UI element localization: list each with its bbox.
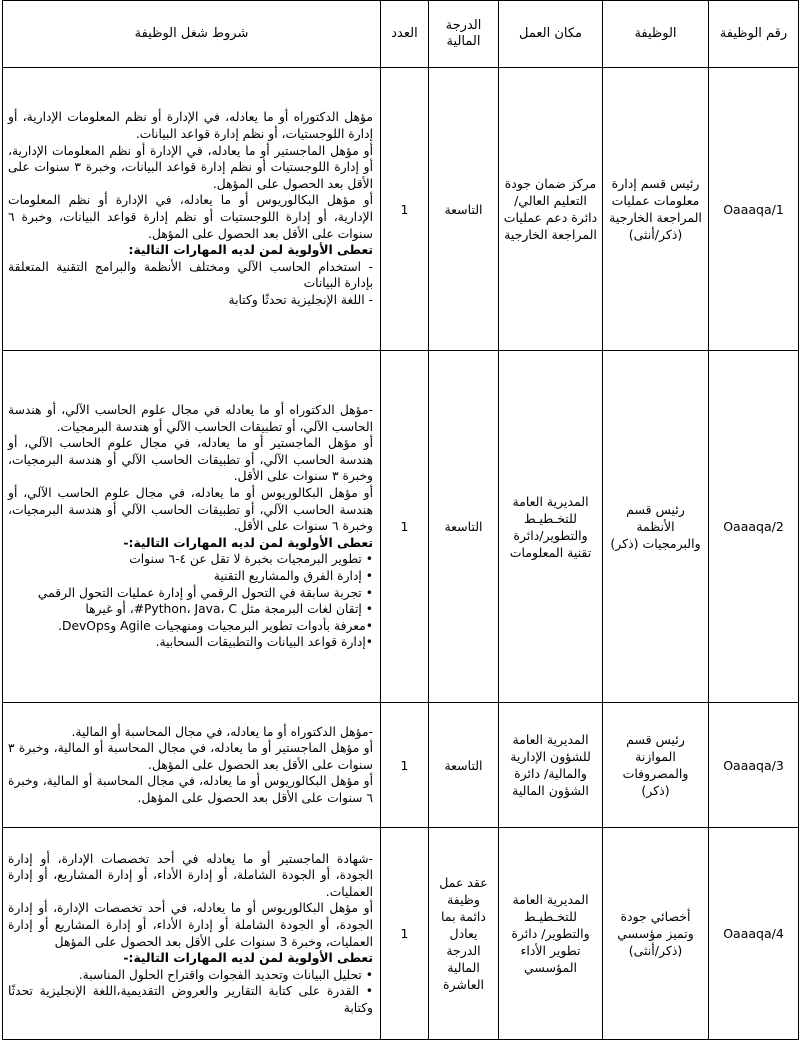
job-title-cell: رئيس قسم الموازنة والمصروفات (ذكر) — [603, 703, 709, 828]
requirement-paragraph: أو مؤهل البكالوريوس أو ما يعادله، في مجال علوم الحاسب الآلي، أو هندسة الحاسب الآلي، أو تطبيقات الحاسب الآلي أو هندسة البرمجيات، وخبرة ٦ سنوات على الأقل. — [8, 486, 373, 534]
header-job-title: الوظيفة — [603, 1, 709, 68]
skill-item: • تجربة سابقة في التحول الرقمي أو إدارة عمليات التحول الرقمي — [37, 585, 373, 600]
grade-cell: التاسعة — [429, 68, 499, 351]
header-row — [3, 1, 799, 68]
skill-item: - استخدام الحاسب الآلي ومختلف الأنظمة والبرامج التقنية المتعلقة بإدارة البيانات — [8, 259, 373, 291]
requirements-cell — [3, 828, 381, 1040]
count-cell: 1 — [381, 703, 429, 828]
priority-title: تعطى الأولوية لمن لديه المهارات التالية:- — [123, 951, 373, 966]
skill-item: •معرفة بأدوات تطوير البرمجيات ومنهجيات Agile وDevOps. — [58, 618, 373, 633]
table-row — [3, 351, 799, 703]
location-cell: المديرية العامة للتخـطيـط والتطوير/دائرة تقنية المعلومات — [499, 351, 603, 703]
job-title-cell: أخصائي جودة وتميز مؤسسي (ذكر/أنثى) — [603, 828, 709, 1040]
skill-item: • تطوير البرمجيات بخبرة لا تقل عن ٤-٦ سنوات — [129, 552, 373, 567]
location-cell: مركز ضمان جودة التعليم العالي/ دائرة دعم عمليات المراجعة الخارجية — [499, 68, 603, 351]
table-row — [3, 703, 799, 828]
job-no-cell: Oaaaqa/2 — [709, 351, 799, 703]
requirements-cell — [3, 703, 381, 828]
grade-cell: التاسعة — [429, 351, 499, 703]
requirement-paragraph: -مؤهل الدكتوراه أو ما يعادله في مجال علوم الحاسب الآلي، أو هندسة الحاسب الآلي، أو تطبيقات الحاسب الآلي أو هندسة البرمجيات. — [8, 403, 373, 434]
job-no-cell: Oaaaqa/1 — [709, 68, 799, 351]
grade-cell: التاسعة — [429, 703, 499, 828]
requirement-paragraph: أو مؤهل البكالوريوس أو ما يعادله، في مجال المحاسبة أو المالية، وخبرة ٦ سنوات على الأقل بعد الحصول على المؤهل. — [8, 774, 373, 805]
location-cell: المديرية العامة للشؤون الإدارية والمالية/ دائرة الشؤون المالية — [499, 703, 603, 828]
header-grade: الدرجة المالية — [429, 1, 499, 68]
requirement-paragraph: أو مؤهل الماجستير أو ما يعادله، في مجال علوم الحاسب الآلي، أو هندسة الحاسب الآلي، أو تطبيقات الحاسب الآلي أو هندسة البرمجيات، وخبرة ٣ سنوات على الأقل. — [8, 436, 373, 484]
skill-item: •إدارة قواعد البيانات والتطبيقات السحابية. — [155, 635, 373, 650]
job-title-cell: رئيس قسم إدارة معلومات عمليات المراجعة الخارجية (ذكر/أنثى) — [603, 68, 709, 351]
job-no-cell: Oaaaqa/4 — [709, 828, 799, 1040]
grade-cell: عقد عمل وظيفة دائمة بما يعادل الدرجة المالية العاشرة — [429, 828, 499, 1040]
job-title-cell: رئيس قسم الأنظمة والبرمجيات (ذكر) — [603, 351, 709, 703]
header-job-no: رقم الوظيفة — [709, 1, 799, 68]
priority-title: تعطى الأولوية لمن لديه المهارات التالية:- — [123, 535, 373, 550]
jobs-table — [2, 0, 799, 1040]
skill-item: • تحليل البيانات وتحديد الفجوات واقتراح الحلول المناسبة. — [78, 967, 373, 982]
requirement-paragraph: -مؤهل الدكتوراه أو ما يعادله، في مجال المحاسبة أو المالية. — [71, 724, 373, 739]
skill-item: - اللغة الإنجليزية تحدثًا وكتابة — [228, 292, 373, 307]
header-requirements: شروط شغل الوظيفة — [3, 1, 381, 68]
header-count: العدد — [381, 1, 429, 68]
requirement-paragraph: مؤهل الدكتوراه أو ما يعادله، في الإدارة أو نظم المعلومات الإدارية، أو إدارة اللوجستيات، أو نظم إدارة قواعد البيانات. — [8, 110, 373, 142]
requirement-paragraph: -شهادة الماجستير أو ما يعادله في أحد تخصصات الإدارة، أو إدارة الجودة، أو الجودة الشاملة، أو إدارة الأداء، أو إدارة المشاريع، أو إدارة العمليات. — [8, 851, 373, 899]
requirement-paragraph: أو مؤهل الماجستير أو ما يعادله، في الإدارة أو نظم المعلومات الإدارية، أو إدارة اللوجستيات أو نظم إدارة قواعد البيانات، وخبرة ٣ سنوات على الأقل بعد الحصول على المؤهل. — [8, 143, 373, 191]
skill-item: • إتقان لغات البرمجة مثل Python، Java، C#، أو غيرها — [85, 602, 373, 617]
skill-item: • القدرة على كتابة التقارير والعروض التقديمية،اللغة الإنجليزية تحدثًا وكتابة — [8, 984, 373, 1015]
table-row — [3, 828, 799, 1040]
header-location: مكان العمل — [499, 1, 603, 68]
count-cell: 1 — [381, 351, 429, 703]
table-row — [3, 68, 799, 351]
skill-item: • إدارة الفرق والمشاريع التقنية — [213, 568, 373, 583]
job-no-cell: Oaaaqa/3 — [709, 703, 799, 828]
requirement-paragraph: أو مؤهل البكالوريوس أو ما يعادله، في أحد تخصصات الإدارة، أو إدارة الجودة، أو الجودة الشاملة أو إدارة الأداء، أو إدارة المشاريع أو إدارة العمليات، وخبرة 3 سنوات على الأقل بعد الحصول على المؤهل — [8, 901, 373, 949]
count-cell: 1 — [381, 68, 429, 351]
priority-title: تعطى الأولوية لمن لديه المهارات التالية: — [128, 243, 373, 258]
count-cell: 1 — [381, 828, 429, 1040]
requirement-paragraph: أو مؤهل البكالوريوس أو ما يعادله، في الإدارة أو نظم المعلومات الإدارية، أو إدارة اللوجستيات أو نظم إدارة قواعد البيانات، وخبرة ٦ سنوات على الأقل بعد الحصول على المؤهل. — [8, 193, 373, 241]
requirements-cell — [3, 351, 381, 703]
requirement-paragraph: أو مؤهل الماجستير أو ما يعادله، في مجال المحاسبة أو المالية، وخبرة ٣ سنوات على الأقل بعد الحصول على المؤهل. — [8, 741, 373, 772]
location-cell: المديرية العامة للتخـطيـط والتطوير/ دائرة تطوير الأداء المؤسسي — [499, 828, 603, 1040]
requirements-cell — [3, 68, 381, 351]
